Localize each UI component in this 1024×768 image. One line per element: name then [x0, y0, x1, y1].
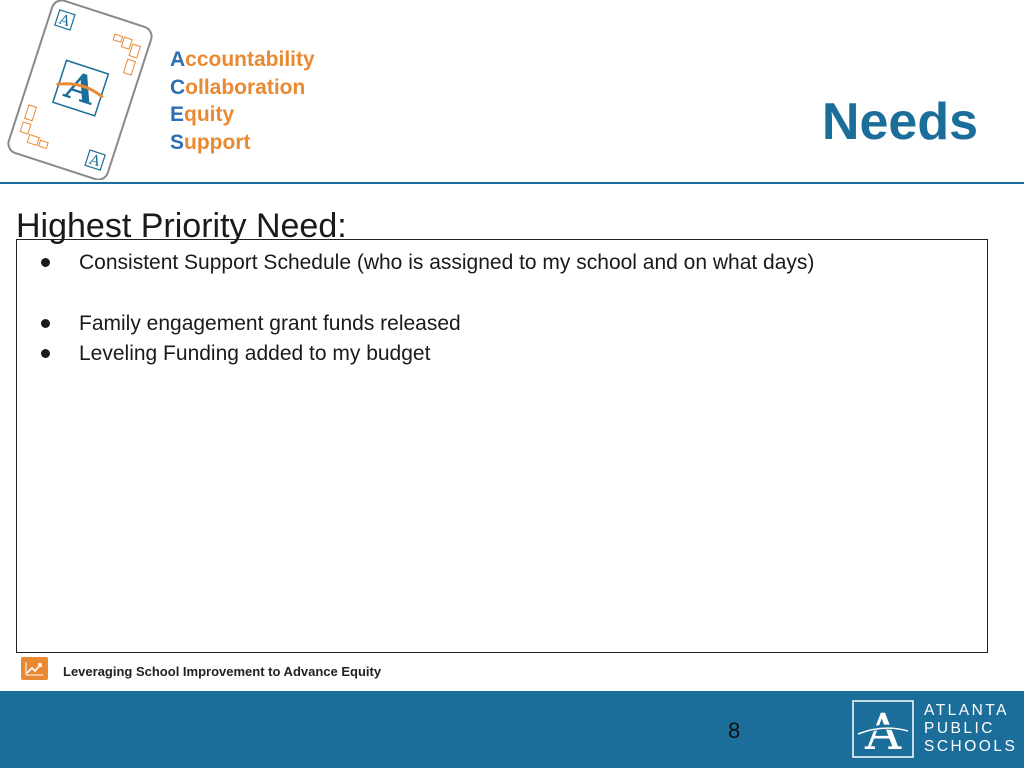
bullet-icon — [41, 319, 50, 328]
header-divider — [0, 182, 1024, 184]
list-item-text: Leveling Funding added to my budget — [79, 342, 431, 365]
aces-word: upport — [184, 130, 251, 154]
aces-word: ccountability — [185, 48, 315, 71]
list-item — [40, 248, 814, 278]
aces-letter: S — [170, 130, 185, 154]
aces-letter: A — [170, 48, 186, 71]
aces-letter: C — [170, 75, 186, 99]
aps-line: ATLANTA — [924, 702, 1009, 719]
svg-text:A: A — [864, 703, 902, 758]
svg-text:A: A — [59, 61, 102, 114]
aps-line: PUBLIC — [924, 720, 995, 737]
aps-wordmark — [924, 702, 1017, 756]
aps-line: SCHOOLS — [924, 738, 1018, 755]
aces-row-collaboration — [170, 74, 315, 102]
bullet-icon — [41, 258, 50, 267]
aces-acronym — [170, 46, 315, 156]
chart-trend-icon — [21, 657, 48, 680]
aces-row-support — [170, 129, 315, 157]
svg-text:A: A — [87, 151, 103, 171]
list-item — [40, 339, 814, 369]
bullet-icon — [41, 349, 50, 358]
aces-word: quity — [184, 103, 235, 126]
aces-row-equity — [170, 101, 315, 129]
aps-logo-icon — [852, 700, 914, 758]
svg-text:A: A — [57, 11, 72, 31]
needs-list — [40, 248, 814, 369]
logo-card-icon — [0, 0, 160, 180]
page-number: 8 — [728, 718, 741, 743]
aces-row-accountability — [170, 46, 315, 74]
aces-letter: E — [170, 103, 185, 126]
aces-word: ollaboration — [185, 75, 306, 99]
footer-tagline: Leveraging School Improvement to Advance Equity — [63, 664, 382, 679]
page-title: Needs — [821, 93, 978, 151]
list-item-text: Consistent Support Schedule (who is assigned to my school and on what days) — [79, 251, 815, 274]
list-item — [40, 309, 814, 339]
section-heading: Highest Priority Need: — [16, 207, 347, 245]
list-item-text: Family engagement grant funds released — [79, 312, 461, 335]
